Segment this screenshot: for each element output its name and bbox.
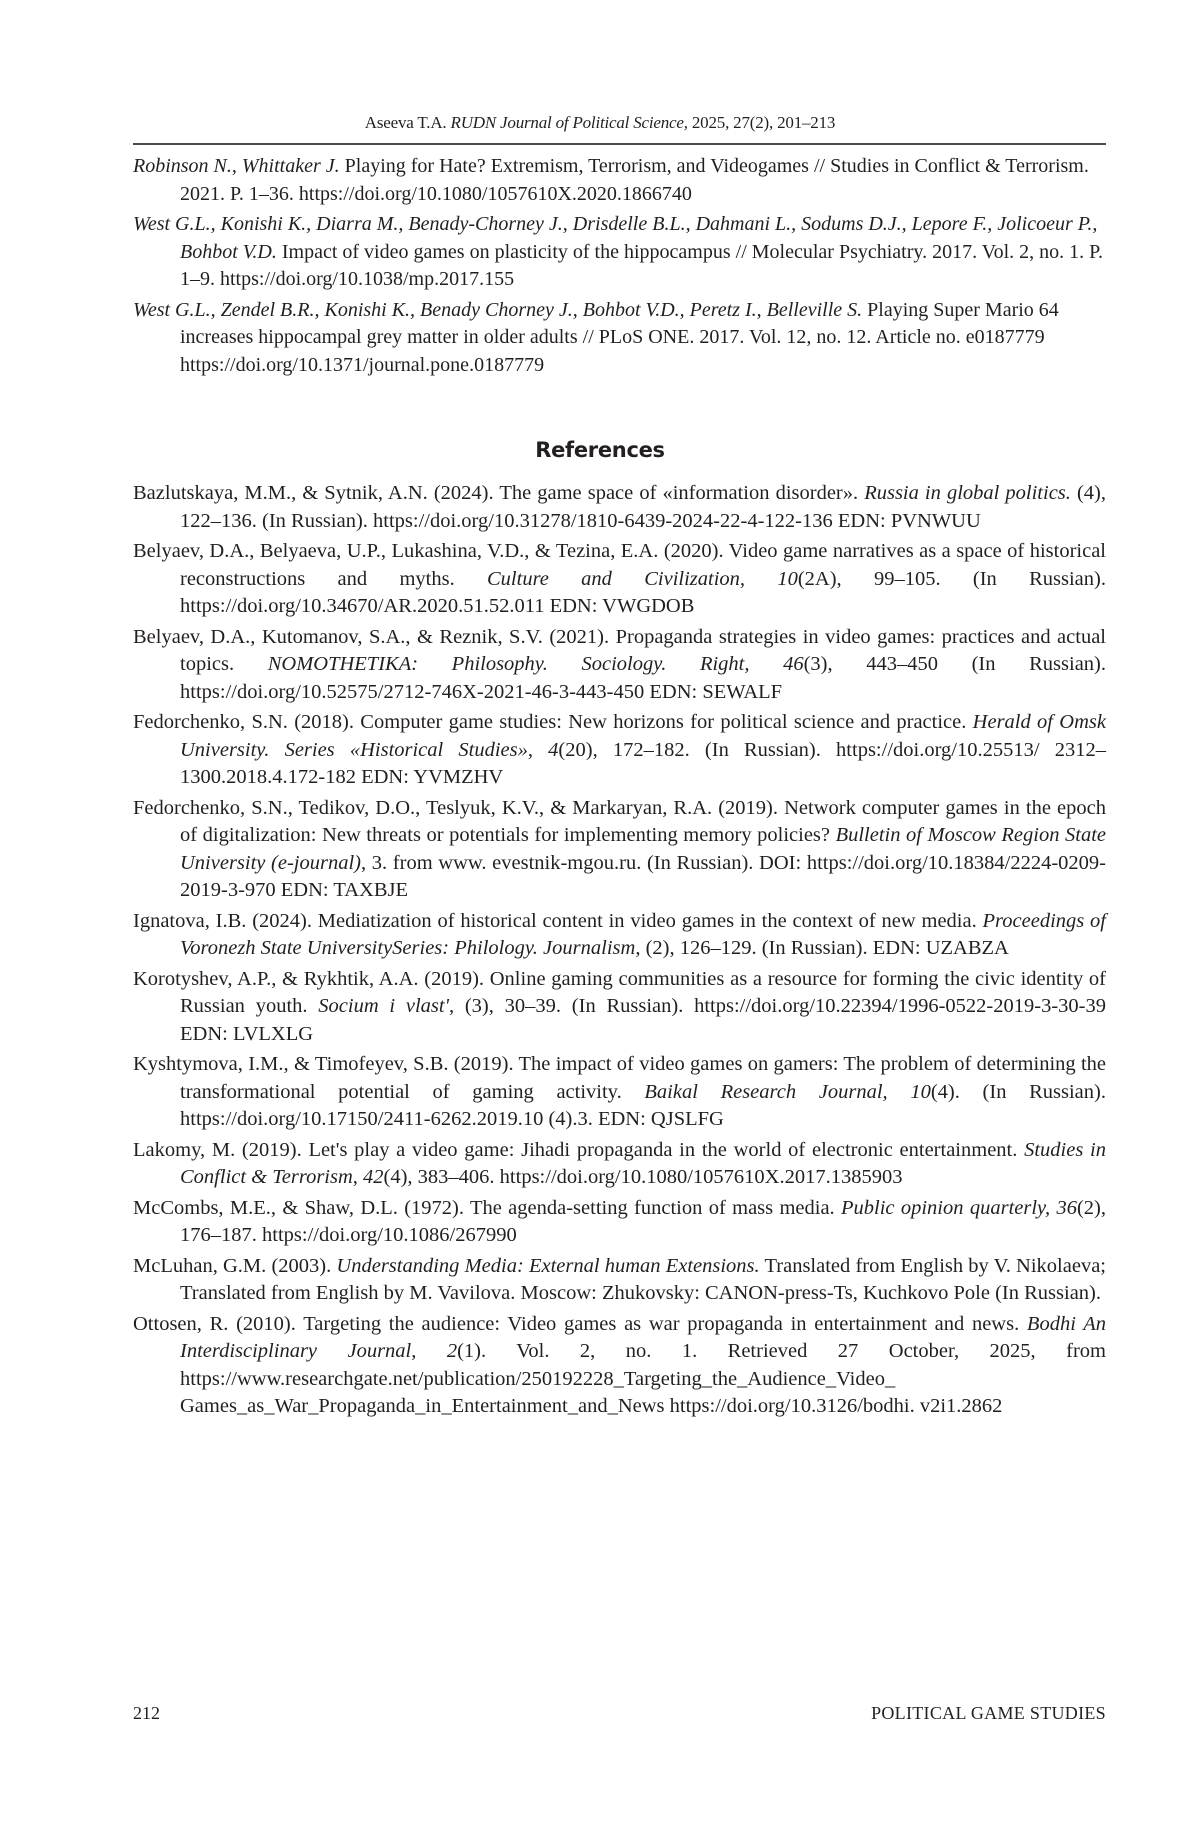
running-head-author: Aseeva T.A. (364, 113, 447, 132)
reference-item (133, 966, 1106, 1049)
ref-source: Culture and Civilization, 10 (487, 567, 798, 590)
ref-text: , (3), 30–39. (In Russian). https://doi.org/10.22394/1996-0522-2019-3-30-39 EDN: LVLXLG (180, 995, 1106, 1045)
section-title: POLITICAL GAME STUDIES (871, 1703, 1106, 1723)
ref-text: (1). Vol. 2, no. 1. Retrieved 27 October, 2025, from https://www.researchgate.net/publication/250192228_Targeting_the_Audience_Video_ Games_as_War_Propaganda_in_Entertainment_and_News https://doi.org/10.3126/bodhi. v2i1.2862 (180, 1340, 1106, 1417)
literature-item (133, 211, 1106, 294)
ref-source: Public opinion quarterly, 36 (841, 1196, 1077, 1219)
literature-item (133, 153, 1106, 208)
ref-source: Russia in global politics. (864, 482, 1071, 504)
header-rule (133, 143, 1106, 145)
ref-text: (4), 122–136. (In Russian). https://doi.org/10.31278/1810-6439-2024-22-4-122-136 EDN: PVNWUU (180, 482, 1107, 532)
ref-body: Playing for Hate? Extremism, Terrorism, and Videogames // Studies in Conflict & Terrorism. 2021. P. 1–36. https://doi.org/10.1080/1057610X.2020.1866740 (180, 155, 1089, 205)
ref-text: McLuhan, G.M. (2003). (133, 1254, 337, 1277)
ref-body: Impact of video games on plasticity of the hippocampus // Molecular Psychiatry. 2017. Vol. 2, no. 1. P. 1–9. https://doi.org/10.1038/mp.2017.155 (180, 240, 1104, 290)
ref-authors: Robinson N., Whittaker J. (133, 155, 340, 177)
running-head-details: 2025, 27(2), 201–213 (691, 113, 836, 132)
running-head (0, 113, 1200, 133)
reference-item (133, 709, 1106, 792)
ref-source: Bodhi An Interdisciplinary Journal, 2 (180, 1312, 1106, 1362)
references-list (133, 480, 1106, 1424)
reference-item (133, 795, 1106, 905)
reference-item (133, 538, 1106, 621)
ref-source: Socium i vlast' (318, 995, 449, 1017)
ref-source: Bulletin of Moscow Region State University (e-journal) (180, 824, 1107, 874)
reference-item (133, 1137, 1106, 1192)
ref-text: (2), 176–187. https://doi.org/10.1086/267990 (180, 1196, 1106, 1246)
ref-source: NOMOTHETIKA: Philosophy. Sociology. Right, 46 (267, 653, 804, 675)
ref-text: Belyaev, D.A., Kutomanov, S.A., & Reznik, S.V. (2021). Propaganda strategies in video games: practices and actual topics. (133, 625, 1106, 675)
ref-source: Baikal Research Journal, 10 (644, 1080, 931, 1103)
ref-authors: West G.L., Zendel B.R., Konishi K., Benady Chorney J., Bohbot V.D., Peretz I., Belleville S. (133, 298, 863, 321)
ref-text: Belyaev, D.A., Belyaeva, U.P., Lukashina, V.D., & Tezina, E.A. (2020). Video game narratives as a space of historical reconstructions and myths. (133, 540, 1106, 590)
ref-body: Playing Super Mario 64 increases hippocampal grey matter in older adults // PLoS ONE. 2017. Vol. 12, no. 12. Article no. e0187779 https://doi.org/10.1371/journal.pone.0187779 (180, 298, 1059, 376)
ref-source: Proceedings of Voronezh State UniversitySeries: Philology. Journalism (180, 909, 1106, 959)
reference-item (133, 1253, 1106, 1308)
ref-authors: West G.L., Konishi K., Diarra M., Benady-Chorney J., Drisdelle B.L., Dahmani L., Sodums D.J., Lepore F., Jolicoeur P., Bohbot V.D. (133, 213, 1098, 263)
ref-text: Ignatova, I.B. (2024). Mediatization of historical content in video games in the context of new media. (133, 909, 983, 932)
ref-text: (4), 383–406. https://doi.org/10.1080/1057610X.2017.1385903 (383, 1166, 903, 1188)
ref-text: Fedorchenko, S.N. (2018). Computer game studies: New horizons for political science and practice. (133, 711, 973, 733)
reference-item (133, 908, 1106, 963)
ref-text: , (2), 126–129. (In Russian). EDN: UZABZA (635, 937, 1009, 959)
literature-item (133, 297, 1106, 380)
ref-text: (4). (In Russian). https://doi.org/10.17150/2411-6262.2019.10 (4).3. EDN: QJSLFG (180, 1080, 1106, 1130)
page-number: 212 (133, 1703, 160, 1723)
ref-text: Kyshtymova, I.M., & Timofeyev, S.B. (2019). The impact of video games on gamers: The problem of determining the transformational potential of gaming activity. (133, 1053, 1106, 1103)
reference-item (133, 480, 1106, 535)
ref-text: Bazlutskaya, M.M., & Sytnik, A.N. (2024). The game space of «information disorder». (133, 482, 865, 504)
reference-item (133, 1311, 1106, 1421)
ref-text: Lakomy, M. (2019). Let's play a video game: Jihadi propaganda in the world of electronic entertainment. (133, 1138, 1025, 1161)
ref-text: (2A), 99–105. (In Russian). https://doi.org/10.34670/AR.2020.51.52.011 EDN: VWGDOB (180, 567, 1106, 617)
ref-text: (3), 443–450 (In Russian). https://doi.org/10.52575/2712-746X-2021-46-3-443-450 EDN: SEWALF (180, 653, 1106, 703)
ref-text: Fedorchenko, S.N., Tedikov, D.O., Teslyuk, K.V., & Markaryan, R.A. (2019). Network computer games in the epoch of digitalization: New threats or potentials for implementing memory policies? (133, 796, 1106, 846)
references-heading: References (535, 438, 665, 462)
reference-item (133, 624, 1106, 707)
ref-source: Studies in Conflict & Terrorism, 42 (180, 1138, 1107, 1188)
reference-item (133, 1195, 1106, 1250)
ref-text: McCombs, M.E., & Shaw, D.L. (1972). The agenda-setting function of mass media. (133, 1196, 842, 1219)
running-head-journal: RUDN Journal of Political Science, (450, 113, 688, 132)
reference-item (133, 1051, 1106, 1134)
ref-source: Understanding Media: External human Extensions. (336, 1254, 760, 1277)
ref-text: (20), 172–182. (In Russian). https://doi.org/10.25513/ 2312–1300.2018.4.172-182 EDN: YVMZHV (180, 738, 1106, 788)
ref-source: Herald of Omsk University. Series «Historical Studies», 4 (180, 711, 1106, 761)
literature-list (133, 153, 1106, 382)
ref-text: Korotyshev, A.P., & Rykhtik, A.A. (2019). Online gaming communities as a resource for forming the civic identity of Russian youth. (133, 967, 1106, 1017)
ref-text: Ottosen, R. (2010). Targeting the audience: Video games as war propaganda in entertainment and news. (133, 1312, 1027, 1335)
ref-text: Translated from English by V. Nikolaeva; Translated from English by M. Vavilova. Moscow: Zhukovsky: CANON-press-Ts, Kuchkovo Pole (In Russian). (180, 1254, 1106, 1304)
ref-text: , 3. from www. evestnik-mgou.ru. (In Russian). DOI: https://doi.org/10.18384/2224-0209-2019-3-970 EDN: TAXBJE (180, 851, 1106, 901)
